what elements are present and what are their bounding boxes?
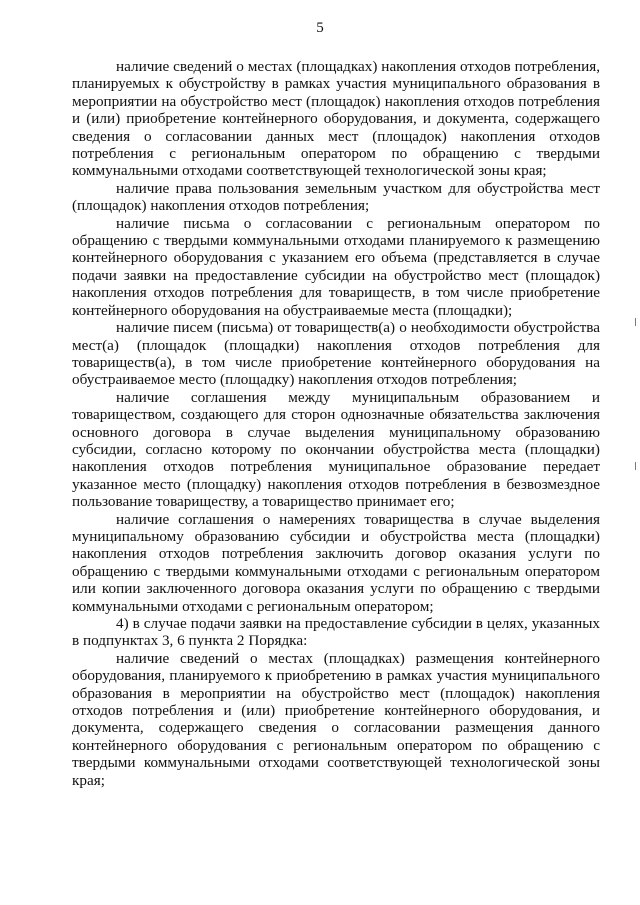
scan-edge-mark — [635, 462, 636, 470]
page-number: 5 — [316, 20, 324, 36]
paragraph: наличие писем (письма) от товариществ(а) о необходимости обустройства мест(а) (площадок (площадки) накопления отходов потребления для товариществ(а), в том числе приобретение контейнерного оборудования на обустраиваемое место (площадку) накопления отходов потребления; — [72, 319, 600, 389]
paragraph: наличие права пользования земельным участком для обустройства мест (площадок) накопления отходов потребления; — [72, 179, 600, 215]
paragraph: наличие соглашения между муниципальным образованием и товариществом, создающего для сторон однозначные обязательства заключения основного договора в случае выделения муниципальному образованию субсидии, согласно которому по окончании обустройства места (площадки) накопления отходов потребления муниципальное образование передает указанное место (площадку) накопления отходов потребления в безвозмездное пользование товариществу, а товарищество принимает его; — [72, 388, 600, 511]
paragraph: наличие соглашения о намерениях товарищества в случае выделения муниципальному образованию субсидии и обустройства места (площадки) накопления отходов потребления заключить договор оказания услуги по обращению с твердыми коммунальными отходами с региональным оператором или копии заключенного договора оказания услуги по обращению с твердыми коммунальными отходами с региональным оператором; — [72, 510, 600, 615]
scan-edge-mark — [635, 318, 636, 326]
document-body — [72, 58, 600, 789]
paragraph: наличие сведений о местах (площадках) размещения контейнерного оборудования, планируемого к приобретению в рамках участия муниципального образования в мероприятии на обустройство мест (площадок) накопления отходов потребления и (или) приобретение контейнерного оборудования, и документа, содержащего сведения о согласовании размещения данного контейнерного оборудования с региональным оператором по обращению с твердыми коммунальными отходами соответствующей технологической зоны края; — [72, 649, 600, 789]
paragraph: наличие сведений о местах (площадках) накопления отходов потребления, планируемых к обустройству в рамках участия муниципального образования в мероприятии на обустройство мест (площадок) накопления отходов потребления и (или) приобретение контейнерного оборудования, и документа, содержащего сведения о согласовании данных мест (площадок) накопления отходов потребления с региональным оператором по обращению с твердыми коммунальными отходами соответствующей технологической зоны края; — [72, 58, 600, 180]
paragraph: 4) в случае подачи заявки на предоставление субсидии в целях, указанных в подпунктах 3, 6 пункта 2 Порядка: — [72, 615, 600, 650]
paragraph: наличие письма о согласовании с региональным оператором по обращению с твердыми коммунальными отходами планируемого к размещению контейнерного оборудования с указанием его объема (представляется в случае подачи заявки на предоставление субсидии на обустройство мест (площадок) накопления отходов потребления для товариществ, в том числе приобретение контейнерного оборудования на обустраиваемые места (площадки); — [72, 214, 600, 319]
